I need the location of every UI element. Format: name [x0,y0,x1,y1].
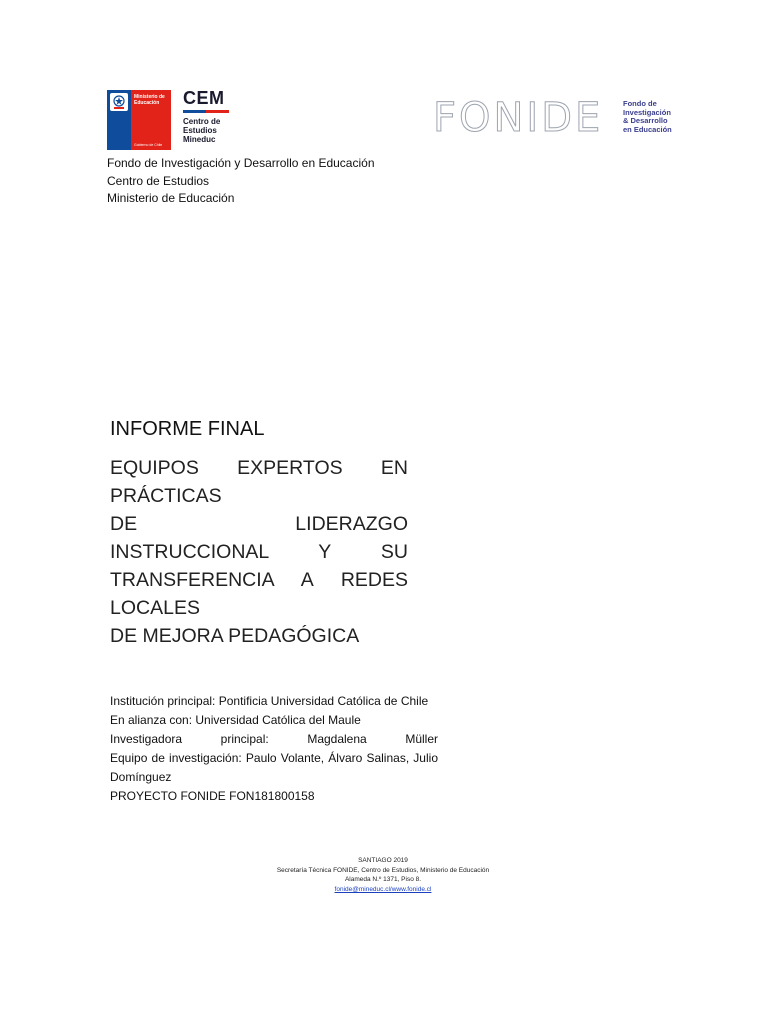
report-title-line-4: DE MEJORA PEDAGÓGICA [110,625,360,647]
report-label: INFORME FINAL [110,418,265,440]
chile-crest-icon [110,93,128,111]
fonide-logo [433,95,683,141]
ministry-logo-text: Ministerio de Educación [134,94,165,106]
detail-project-code: PROYECTO FONIDE FON181800158 [110,789,315,803]
ministry-logo [107,90,171,150]
header-line-ministry: Ministerio de Educación [107,191,235,205]
detail-institution: Institución principal: Pontificia Universidad Católica de Chile [110,694,429,708]
document-footer [258,856,508,894]
detail-alliance: En alianza con: Universidad Católica del Maule [110,713,361,727]
institution-header [107,155,375,208]
ministry-logo-red-panel [131,90,171,150]
cem-logo-subtitle-3: Mineduc [183,135,216,144]
header-line-center: Centro de Estudios [107,173,210,188]
footer-address: Alameda N.º 1371, Piso 8. [344,876,422,883]
footer-secretariat: Secretaría Técnica FONIDE, Centro de Estudios, Ministerio de Educación [276,866,490,874]
cem-logo-flag-line [183,110,229,113]
cem-logo [183,88,243,144]
detail-team-line-1: Equipo de investigación: Paulo Volante, Álvaro Salinas, Julio [110,751,438,765]
header-line-fund: Fondo de Investigación y Desarrollo en Educación [107,156,375,170]
detail-researcher: Investigadora principal: Magdalena Müller [110,732,438,746]
footer-contact-link[interactable]: fonide@mineduc.cl/www.fonide.cl [334,885,432,893]
report-title-line-2: DE LIDERAZGO INSTRUCCIONAL Y SU [110,513,408,563]
fonide-subtitle-line-4: en Educación [623,124,672,134]
fonide-logo-subtitle [623,100,693,134]
cem-logo-subtitle-2: Estudios [183,126,217,135]
ministry-logo-subtext: Gobierno de Chile [134,143,163,147]
footer-city-year: SANTIAGO 2019 [358,857,408,864]
ministry-logo-blue-panel [107,90,131,150]
fonide-subtitle-line-1: Fondo de [623,99,657,108]
report-title-line-1: EQUIPOS EXPERTOS EN PRÁCTICAS [110,457,408,507]
fonide-subtitle-line-2: Investigación [623,107,671,117]
detail-team-line-2: Domínguez [110,770,172,784]
fonide-subtitle-line-3: & Desarrollo [623,116,668,125]
fonide-logo-word: FONIDE [433,95,604,141]
cem-logo-title: CEM [183,88,225,108]
report-title [110,454,408,650]
project-details [110,692,438,806]
cem-logo-subtitle-1: Centro de [183,117,221,126]
report-title-line-3: TRANSFERENCIA A REDES LOCALES [110,569,408,619]
